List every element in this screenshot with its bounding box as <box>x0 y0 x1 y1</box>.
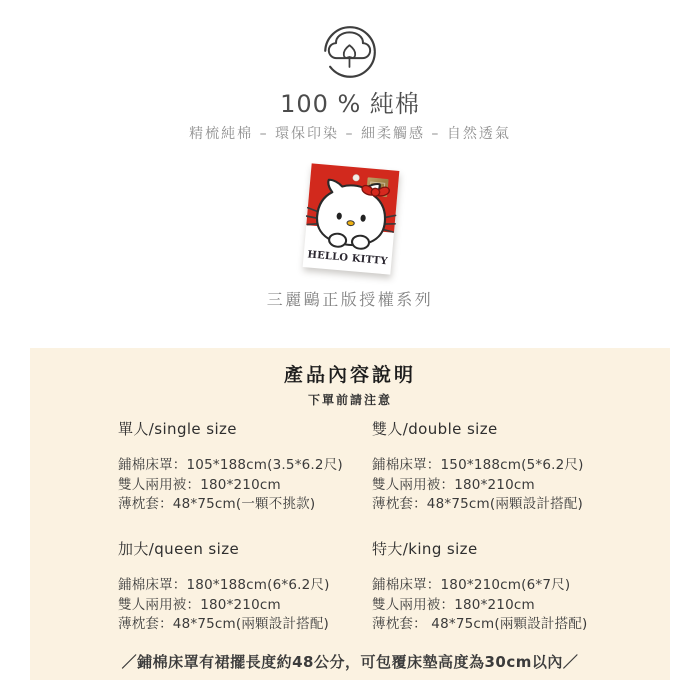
kitty-nose <box>347 220 355 225</box>
cotton-icon <box>319 22 381 84</box>
hello-kitty-hang-tag <box>303 163 400 274</box>
size-spec-line: 雙人兩用被：180*210cm <box>372 596 535 613</box>
panel-subtitle: 下單前請注意 <box>307 393 392 407</box>
size-spec-line: 雙人兩用被：180*210cm <box>118 596 281 613</box>
series-caption: 三麗鷗正版授權系列 <box>266 290 434 309</box>
size-spec-line: 鋪棉床罩：150*188cm(5*6.2尺) <box>372 457 584 473</box>
size-spec-line: 鋪棉床罩：180*188cm(6*6.2尺) <box>118 577 330 593</box>
size-spec-line: 鋪棉床罩：105*188cm(3.5*6.2尺) <box>118 457 343 473</box>
hello-kitty-illustration <box>303 176 399 262</box>
page-title: 100 % 純棉 <box>280 90 420 118</box>
panel-title: 產品內容說明 <box>283 364 416 386</box>
size-name: 加大/queen size <box>118 540 240 558</box>
size-spec-line: 雙人兩用被：180*210cm <box>372 476 535 493</box>
skirt-length-note: ／鋪棉床罩有裙擺長度約48公分，可包覆床墊高度為30cm以內／ <box>121 653 579 671</box>
size-spec-line: 薄枕套： 48*75cm(兩顆設計搭配) <box>372 616 588 632</box>
size-block-king <box>372 538 622 635</box>
cotton-icon-svg <box>319 22 381 84</box>
size-block-double <box>372 418 622 515</box>
size-spec-line: 雙人兩用被：180*210cm <box>118 476 281 493</box>
size-spec-line: 薄枕套：48*75cm(一顆不挑款) <box>118 496 316 512</box>
size-spec-line: 薄枕套：48*75cm(兩顆設計搭配) <box>118 616 330 632</box>
size-name: 雙人/double size <box>372 420 498 438</box>
tag-brand-text: HELLO KITTY <box>306 249 389 268</box>
size-block-queen <box>118 538 368 635</box>
product-spec-panel <box>30 348 670 680</box>
size-spec-line: 鋪棉床罩：180*210cm(6*7尺) <box>372 577 571 593</box>
size-name: 單人/single size <box>118 420 237 438</box>
size-spec-line: 薄枕套：48*75cm(兩顆設計搭配) <box>372 496 584 512</box>
size-block-single <box>118 418 368 515</box>
size-name: 特大/king size <box>372 540 478 558</box>
feature-subtitle: 精梳純棉 – 環保印染 – 細柔觸感 – 自然透氣 <box>189 126 511 142</box>
